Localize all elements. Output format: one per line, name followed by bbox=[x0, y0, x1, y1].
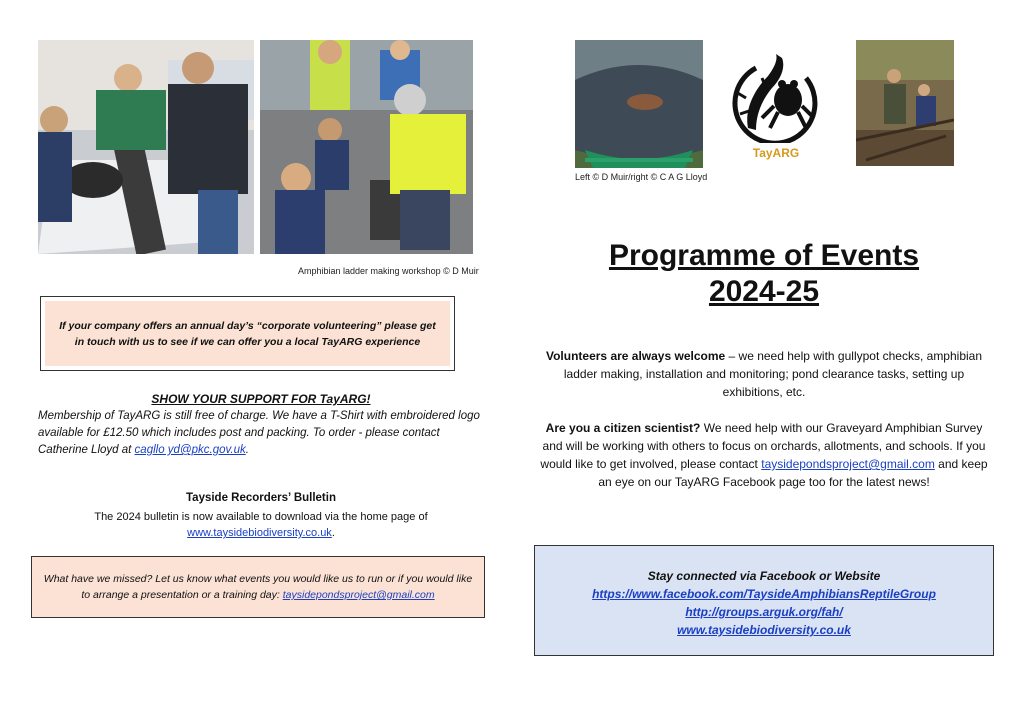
lizard-frog-icon bbox=[726, 48, 826, 143]
support-heading: SHOW YOUR SUPPORT FOR TayARG! bbox=[151, 392, 371, 406]
support-email-link[interactable]: cagllo yd@pkc.gov.uk bbox=[134, 444, 246, 456]
workshop-photo-right bbox=[260, 40, 473, 254]
pond-clearance-photo bbox=[856, 40, 954, 166]
bulletin-website-link[interactable]: www.taysidebiodiversity.co.uk bbox=[187, 527, 332, 539]
support-body bbox=[38, 408, 488, 459]
workshop-photo-left bbox=[38, 40, 254, 254]
stay-connected-heading: Stay connected via Facebook or Website bbox=[647, 569, 881, 583]
net-photo bbox=[575, 40, 703, 168]
missed-events-body: What have we missed? Let us know what events you would like us to run or if you would like to arrange a presentation or a training day: bbox=[43, 573, 473, 601]
missed-events-box bbox=[31, 556, 485, 618]
bulletin-body bbox=[38, 509, 484, 541]
citizen-body: We need help with our Graveyard Amphibian Survey and will be working with others to focus on orchards, allotments, and schools. If you would like to get involved, please contact bbox=[540, 421, 986, 471]
page-title bbox=[540, 238, 988, 310]
title-line-2: 2024-25 bbox=[708, 275, 820, 308]
stay-connected-box bbox=[534, 545, 994, 656]
volunteers-paragraph bbox=[540, 347, 988, 401]
support-body-end: . bbox=[245, 444, 249, 456]
citizen-lead: Are you a citizen scientist? bbox=[545, 421, 701, 435]
tayarg-logo bbox=[726, 48, 826, 163]
bulletin-heading: Tayside Recorders’ Bulletin bbox=[186, 492, 336, 504]
citizen-body-end: and keep an eye on our TayARG Facebook page too for the latest news! bbox=[598, 457, 988, 489]
corporate-volunteering-panel bbox=[45, 301, 450, 366]
title-line-1: Programme of Events bbox=[608, 239, 920, 272]
website-link[interactable]: www.taysidebiodiversity.co.uk bbox=[677, 623, 851, 637]
volunteers-body: – we need help with gullypot checks, amphibian ladder making, installation and monitoring; pond clearance tasks, setting up exhibitions, etc. bbox=[563, 349, 983, 399]
corporate-volunteering-text: If your company offers an annual day’s “corporate volunteering” please get in touch with us to see if we can offer you a local TayARG experience bbox=[59, 319, 436, 348]
bulletin-body-text: The 2024 bulletin is now available to download via the home page of bbox=[94, 511, 428, 523]
arguk-link[interactable]: http://groups.arguk.org/fah/ bbox=[685, 605, 843, 619]
missed-events-email-link[interactable]: taysidepondsproject@gmail.com bbox=[282, 589, 435, 601]
right-photo-caption: Left © D Muir/right © C A G Lloyd bbox=[575, 172, 708, 182]
facebook-link[interactable]: https://www.facebook.com/TaysideAmphibiansReptileGroup bbox=[592, 587, 936, 601]
logo-text: TayARG bbox=[752, 146, 800, 160]
support-body-text: Membership of TayARG is still free of charge. We have a T-Shirt with embroidered logo available for £12.50 which includes post and packing. To order - please contact Catherine Lloyd at bbox=[38, 410, 480, 456]
workshop-photo-caption: Amphibian ladder making workshop © D Muir bbox=[298, 266, 479, 276]
missed-events-text bbox=[40, 571, 476, 603]
volunteers-lead: Volunteers are always welcome bbox=[545, 349, 726, 363]
corporate-volunteering-box bbox=[40, 296, 455, 371]
bulletin-body-end: . bbox=[331, 527, 335, 539]
citizen-email-link[interactable]: taysidepondsproject@gmail.com bbox=[761, 457, 935, 471]
citizen-paragraph bbox=[540, 419, 988, 491]
